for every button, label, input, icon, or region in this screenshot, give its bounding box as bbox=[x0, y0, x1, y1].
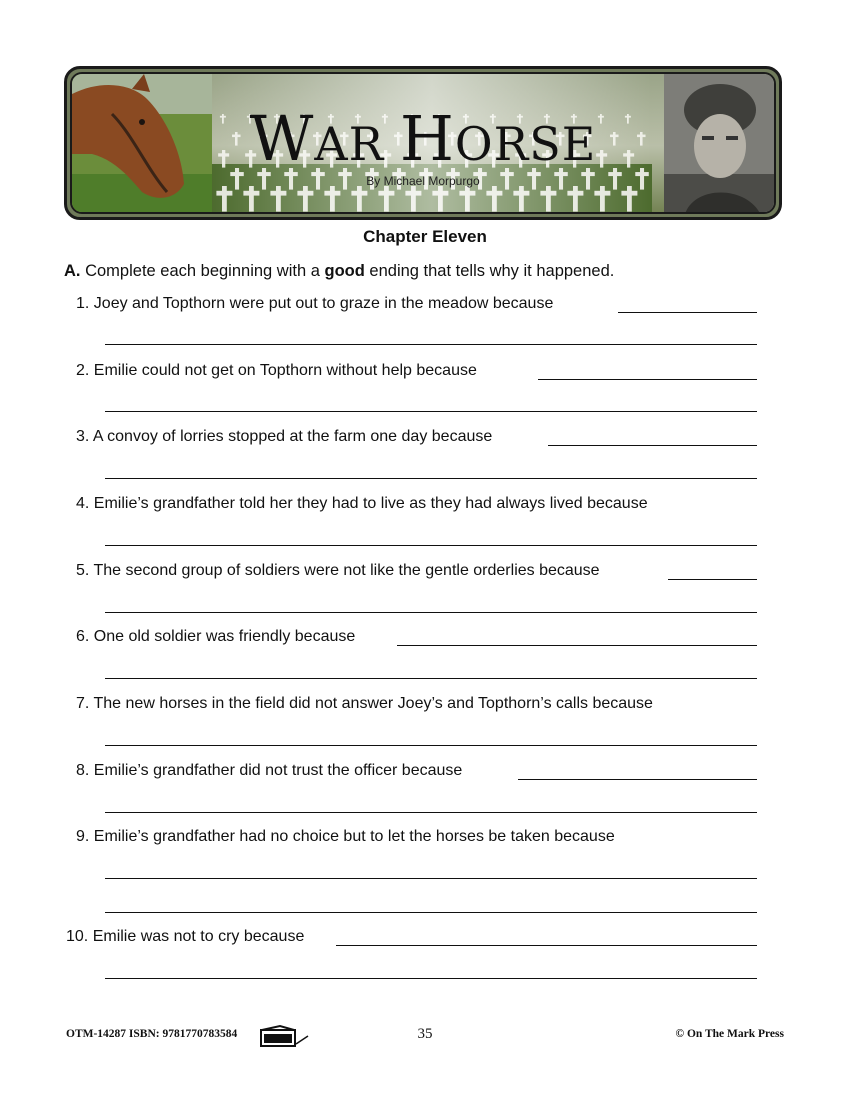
answer-blank-2[interactable] bbox=[538, 379, 757, 380]
answer-blank-8[interactable] bbox=[518, 779, 757, 780]
answer-line-6[interactable] bbox=[105, 678, 757, 679]
instructions bbox=[64, 262, 614, 281]
banner-photo-collage bbox=[70, 72, 776, 214]
page-number: 35 bbox=[417, 1026, 433, 1042]
question-7: 7. The new horses in the field did not answer Joey’s and Topthorn’s calls because bbox=[76, 695, 653, 712]
answer-line-9b[interactable] bbox=[105, 912, 757, 913]
answer-line-4[interactable] bbox=[105, 545, 757, 546]
answer-blank-6[interactable] bbox=[397, 645, 757, 646]
question-8: 8. Emilie’s grandfather did not trust the officer because bbox=[76, 762, 463, 779]
answer-blank-1[interactable] bbox=[618, 312, 757, 313]
answer-line-5[interactable] bbox=[105, 612, 757, 613]
author-byline: By Michael Morpurgo bbox=[366, 174, 480, 188]
book-title: WAR HORSE bbox=[249, 102, 597, 175]
instruction-text-2: ending that tells why it happened. bbox=[364, 262, 615, 280]
answer-blank-5[interactable] bbox=[668, 579, 757, 580]
answer-blank-10[interactable] bbox=[336, 945, 757, 946]
question-6: 6. One old soldier was friendly because bbox=[76, 628, 356, 645]
question-1: 1. Joey and Topthorn were put out to graze in the meadow because bbox=[76, 295, 554, 312]
answer-line-1[interactable] bbox=[105, 344, 757, 345]
footer-code: OTM-14287 ISBN: 9781770783584 bbox=[66, 1028, 238, 1040]
answer-line-8[interactable] bbox=[105, 812, 757, 813]
answer-line-3[interactable] bbox=[105, 478, 757, 479]
copyright: © On The Mark Press bbox=[675, 1028, 784, 1040]
question-9: 9. Emilie’s grandfather had no choice but to let the horses be taken because bbox=[76, 828, 615, 845]
instruction-emphasis: good bbox=[324, 262, 365, 280]
instruction-text-1: Complete each beginning with a bbox=[80, 262, 325, 280]
question-3: 3. A convoy of lorries stopped at the farm one day because bbox=[76, 428, 493, 445]
question-2: 2. Emilie could not get on Topthorn without help because bbox=[76, 362, 477, 379]
title-banner bbox=[64, 66, 782, 220]
answer-line-2[interactable] bbox=[105, 411, 757, 412]
chapter-heading: Chapter Eleven bbox=[363, 227, 487, 246]
question-10: 10. Emilie was not to cry because bbox=[66, 928, 305, 945]
answer-line-9a[interactable] bbox=[105, 878, 757, 879]
answer-line-7[interactable] bbox=[105, 745, 757, 746]
section-letter: A. bbox=[64, 262, 81, 280]
answer-line-10[interactable] bbox=[105, 978, 757, 979]
question-4: 4. Emilie’s grandfather told her they had to live as they had always lived because bbox=[76, 495, 648, 512]
question-5: 5. The second group of soldiers were not like the gentle orderlies because bbox=[76, 562, 600, 579]
answer-blank-3[interactable] bbox=[548, 445, 757, 446]
